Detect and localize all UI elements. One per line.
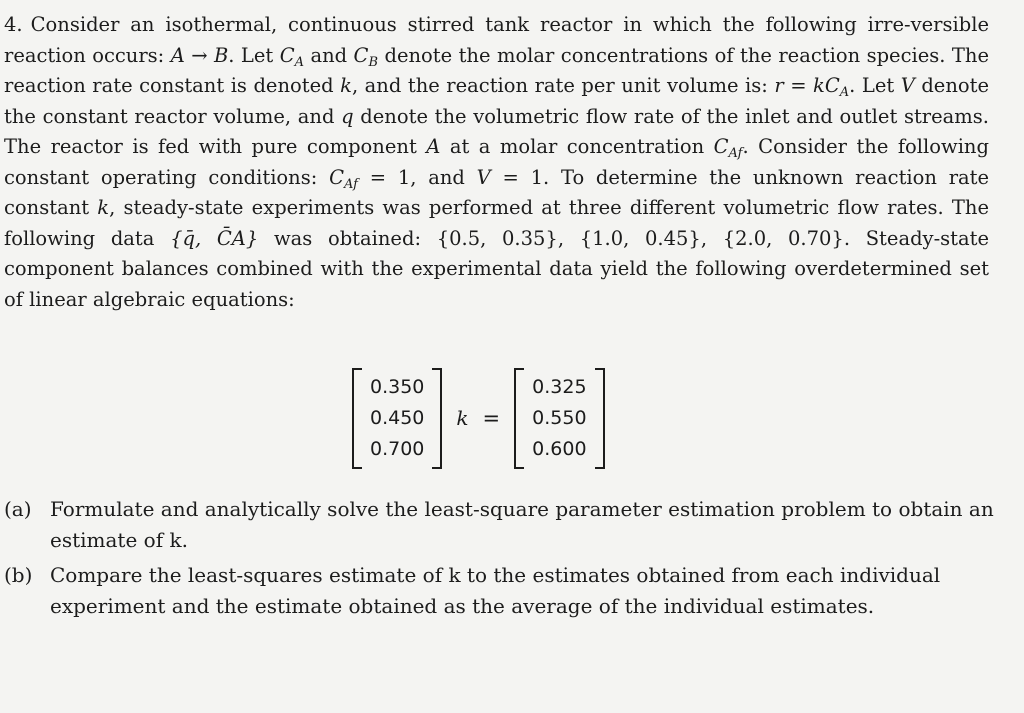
text-segment: denote the volumetric flow rate of the inlet and outlet streams. The reactor is fed with pure component [4, 104, 989, 158]
text-segment: . Consider the following constant operating conditions: [4, 135, 989, 189]
symbol-caf: C [329, 165, 344, 189]
symbol-q: q [341, 104, 354, 128]
rhs-cell: 0.550 [532, 406, 587, 429]
symbol-v: V [476, 165, 491, 189]
part-text: Compare the least-squares estimate of k to the estimates obtained from each individual experiment and the estimate obtained as the average of the individual estimates. [50, 563, 941, 618]
symbol-caf: C [713, 135, 729, 158]
text-segment: , steady-state experiments was performed at three different volumetric flow rates. The following data [4, 196, 990, 250]
problem-statement [4, 10, 989, 315]
text-segment: = 1. To determine the unknown reaction rate constant [4, 165, 990, 219]
part-text: Formulate and analytically solve the least-square parameter estimation problem to obtain an estimate of k. [50, 497, 994, 552]
symbol-cb-sub: B [368, 54, 379, 70]
part-label: (b) [4, 563, 33, 587]
symbol-a: A [426, 135, 441, 158]
equation-variable: k [456, 406, 469, 430]
problem-number: 4. [4, 13, 23, 36]
rhs-cell: 0.600 [532, 437, 587, 460]
text-segment: Consider an isothermal, continuous stirred tank reactor in which the following irre-versible reaction occurs: [4, 13, 989, 67]
rate-equation: r = kC [774, 74, 840, 97]
text-segment: was obtained: [273, 226, 422, 250]
part-b [4, 560, 999, 622]
matrix-equation [352, 368, 605, 468]
text-segment: . Steady-state component balances combined with the experimental data yield the following overdetermined set of linear algebraic equations: [4, 226, 989, 311]
lhs-cell: 0.700 [370, 437, 425, 460]
text-segment: denote the molar concentrations of the reaction species. The reaction rate constant is denoted [4, 43, 990, 97]
lhs-cell: 0.450 [370, 406, 425, 429]
text-segment: at a molar concentration [449, 135, 705, 158]
part-a [4, 494, 999, 556]
equals-sign: = [482, 406, 501, 430]
symbol-ca: C [279, 43, 295, 67]
rhs-cell: 0.325 [532, 375, 587, 398]
symbol-v: V [900, 74, 915, 97]
text-segment: = 1, and [369, 165, 465, 189]
text-segment: and [310, 43, 348, 67]
symbol-k: k [97, 196, 110, 219]
text-segment: denote the constant reactor volume, and [4, 74, 990, 128]
symbol-caf-sub: Af [344, 176, 358, 192]
part-label: (a) [4, 497, 32, 521]
symbol-k: k [340, 74, 352, 97]
symbol-ca-sub: A [294, 54, 304, 70]
data-values: {0.5, 0.35}, {1.0, 0.45}, {2.0, 0.70} [436, 226, 844, 250]
reaction-equation: A → B [170, 43, 229, 67]
data-set-symbol: {q̄, C̄A} [170, 226, 259, 250]
lhs-matrix [352, 368, 442, 469]
text-segment: . Let [228, 43, 274, 67]
lhs-cell: 0.350 [370, 375, 425, 398]
problem-paragraph [4, 10, 989, 315]
rate-equation-sub: A [839, 85, 850, 100]
text-segment: . Let [849, 74, 895, 97]
symbol-caf-sub: Af [728, 146, 743, 161]
symbol-cb: C [353, 43, 369, 67]
text-segment: , and the reaction rate per unit volume is: [351, 74, 768, 97]
rhs-matrix [514, 368, 604, 469]
question-parts [4, 494, 999, 624]
